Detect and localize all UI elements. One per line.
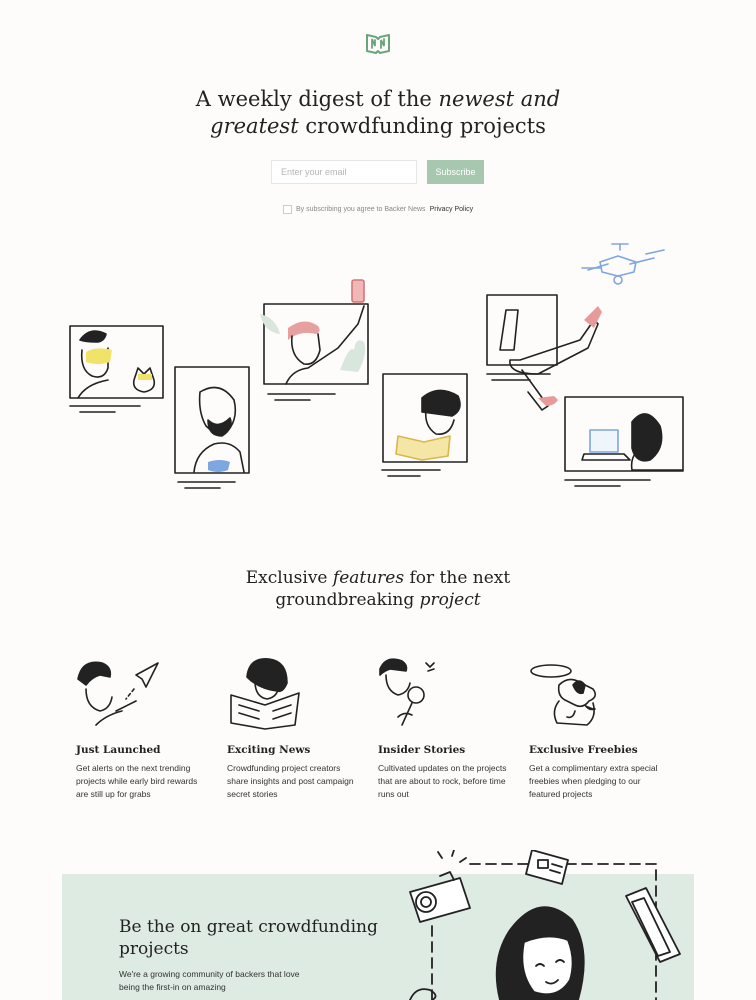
community-illustration (370, 850, 700, 1000)
feature-description: Get alerts on the next trending projects while early bird rewards are still up for grabs (76, 763, 198, 799)
consent-checkbox[interactable] (283, 205, 292, 214)
features-title-italic: features (332, 568, 405, 588)
feature-description: Crowdfunding project creators share insights and post campaign secret stories (227, 763, 354, 799)
features-title (0, 567, 756, 611)
features-title-part: for the next (404, 568, 511, 588)
window-laptop-woman-icon (565, 397, 683, 486)
community-description: We're a growing community of backers that love being the first-in on amazing (119, 969, 300, 992)
subscribe-button[interactable]: Subscribe (427, 160, 484, 184)
feature-just-launched (76, 655, 206, 801)
feature-description: Cultivated updates on the projects that are about to rock, before time runs out (378, 763, 507, 799)
window-bald-man-icon (175, 367, 249, 488)
feature-exciting-news (227, 655, 357, 801)
hero-title-part: A weekly digest of the (195, 87, 439, 111)
feature-description: Get a complimentary extra special freebies when pledging to our featured projects (529, 763, 658, 799)
window-reading-man-icon (382, 374, 467, 476)
magnifier-icon (378, 655, 468, 730)
window-legs-icon (487, 295, 602, 410)
drone-icon (582, 244, 664, 284)
features-title-part: groundbreaking (275, 590, 420, 610)
woman-avatar-icon (497, 907, 584, 1000)
privacy-policy-link[interactable]: Privacy Policy (429, 206, 474, 213)
features-title-part: Exclusive (245, 568, 333, 588)
feature-title: Insider Stories (378, 744, 466, 756)
window-selfie-man-icon (260, 280, 368, 400)
email-input[interactable] (271, 160, 417, 184)
camera-icon (410, 850, 470, 922)
id-card-icon (526, 850, 568, 884)
newspaper-icon (227, 655, 317, 730)
feature-title: Exciting News (227, 744, 311, 756)
feature-title: Exclusive Freebies (529, 744, 638, 756)
hero-title-italic: newest and (438, 87, 561, 111)
feature-insider-stories (378, 655, 508, 801)
dog-icon (529, 655, 619, 730)
book-logo-icon[interactable] (364, 29, 392, 57)
hero-title-part: crowdfunding projects (298, 114, 546, 138)
feature-title: Just Launched (76, 744, 161, 756)
phone-icon (626, 888, 680, 962)
paper-plane-icon (76, 655, 166, 730)
feature-exclusive-freebies (529, 655, 659, 801)
window-man-cat-icon (70, 326, 163, 412)
hero-title-italic: greatest (210, 114, 299, 138)
hero-illustration (60, 240, 700, 510)
consent-text: By subscribing you agree to Backer News (296, 206, 426, 213)
hero-title (0, 86, 756, 140)
community-title: Be the on great crowdfunding projects (119, 917, 378, 959)
consent-row (283, 205, 473, 214)
features-title-italic: project (419, 590, 481, 610)
